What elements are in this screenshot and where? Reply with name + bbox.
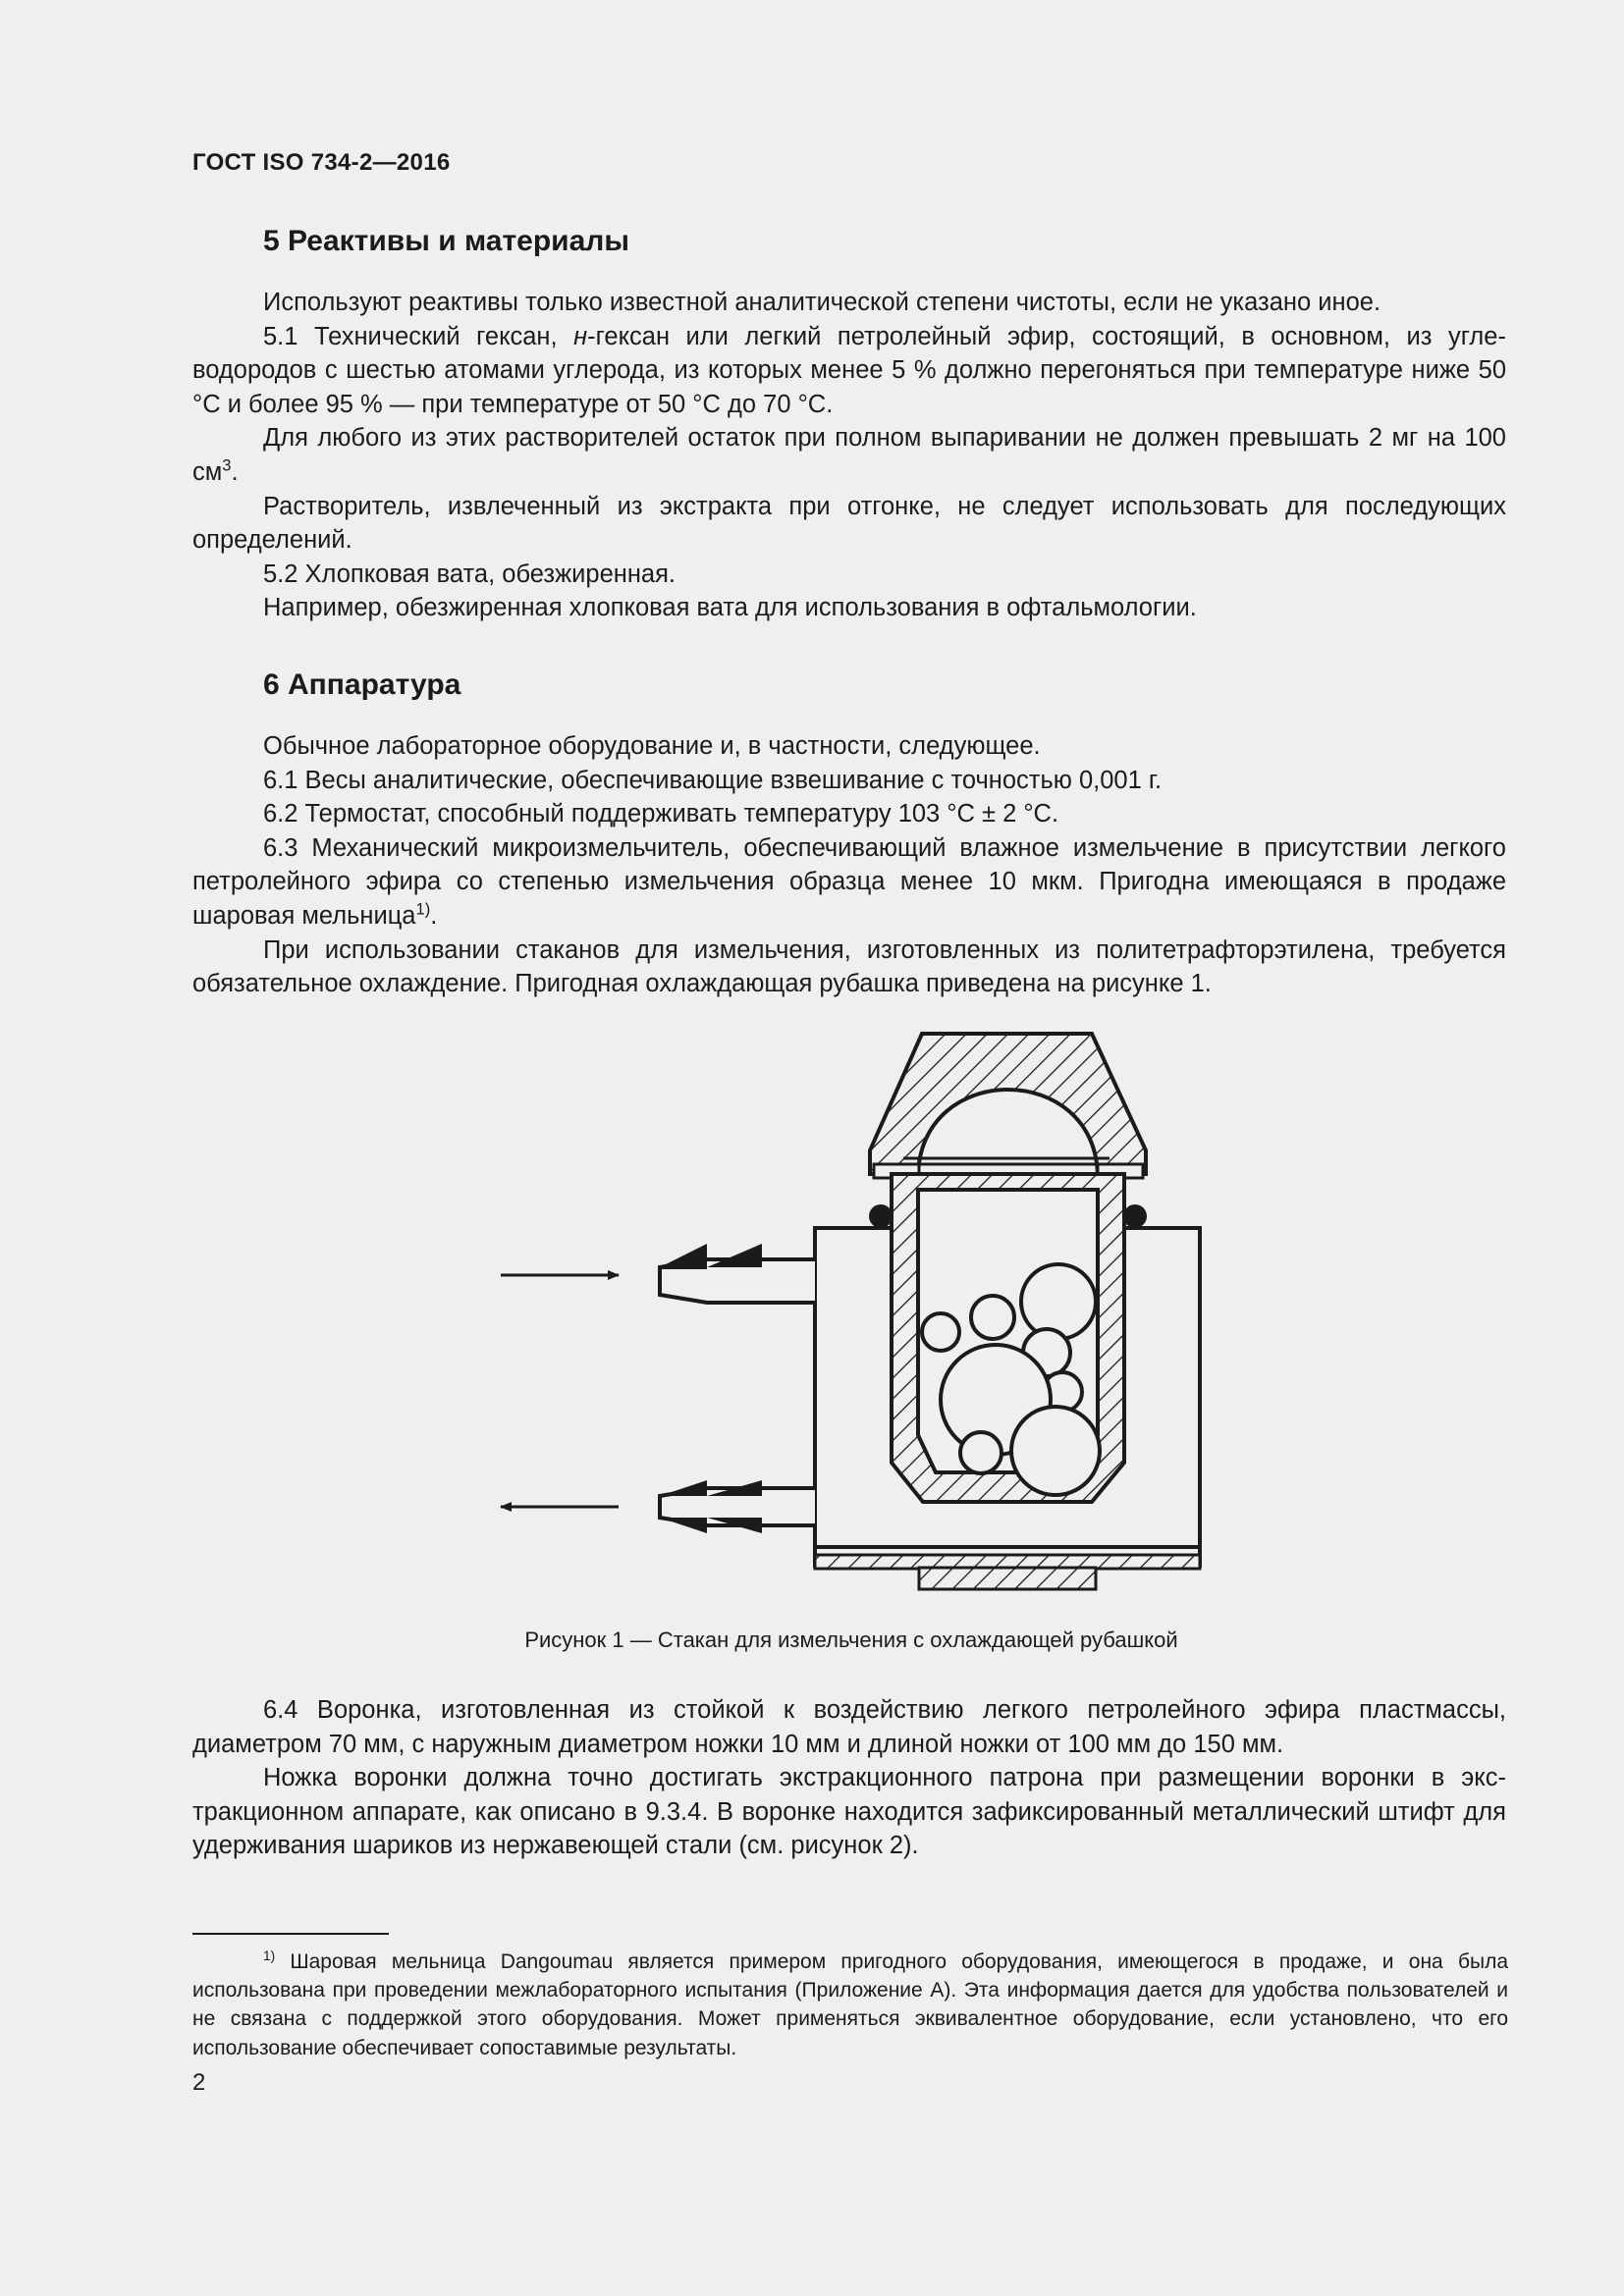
jacket-foot bbox=[919, 1568, 1096, 1589]
section-5-title: 5 Реактивы и материалы bbox=[263, 225, 629, 257]
outlet-nozzle bbox=[660, 1480, 815, 1533]
footnote bbox=[192, 1948, 1508, 2062]
section-6-intro: Обычное лабораторное оборудование и, в частности, следующее. bbox=[263, 732, 1041, 760]
page-number: 2 bbox=[192, 2069, 206, 2096]
clause-6-4: 6.4 Воронка, изготовленная из стойкой к воздействию легкого петролейного эфира пластмассы, диаметром 70 мм, с наружным диаметром ножки 10 мм и длиной ножки от 100 мм до 150 мм. bbox=[192, 1696, 1506, 1758]
solvent-paragraph: Растворитель, извлеченный из экстракта при отгонке, не следует использовать для последующих определений. bbox=[192, 492, 1506, 555]
clause-6-2: 6.2 Термостат, способный поддерживать температуру 103 °С ± 2 °С. bbox=[263, 800, 1059, 828]
cooling-paragraph: При использовании стаканов для измельчения, изготовленных из политетрафторэтилена, требуется обязательное охлаждение. Пригодная охлаждающая рубашка приведена на рисунке 1. bbox=[192, 935, 1506, 998]
footnote-marker: 1) bbox=[263, 1949, 276, 1963]
footnote-separator bbox=[192, 1933, 389, 1935]
document-header: ГОСТ ISO 734-2—2016 bbox=[192, 149, 451, 176]
figure-1-caption: Рисунок 1 — Стакан для измельчения с охлаждающей рубашкой bbox=[524, 1628, 1178, 1652]
clause-5-1: 5.1 Технический гексан, н-гексан или легкий петролейный эфир, состоящий, в основном, из углеводородов с шестью атомами углерода, из которых менее 5 % должно перегоняться при температуре ниже 50 °С и более 95 % — при температуре от 50 °С до 70 °С. bbox=[192, 322, 1506, 418]
clause-6-1: 6.1 Весы аналитические, обеспечивающие взвешивание с точностью 0,001 г. bbox=[263, 766, 1163, 794]
inlet-nozzle bbox=[660, 1244, 815, 1303]
residue-paragraph: Для любого из этих растворителей остаток при полном выпаривании не должен превышать 2 мг на 100 $см^3$. bbox=[192, 424, 1506, 486]
seal-ring-left bbox=[869, 1204, 893, 1228]
section-6-title: 6 Аппаратура bbox=[263, 668, 461, 701]
clause-6-3: 6.3 Механический микроизмельчитель, обеспечивающий влажное измельчение в присутствии легкого петролейного эфира со степенью измельчения образца менее 10 мкм. Пригодна имеющаяся в продаже шаровая мельница$^{1)}$. bbox=[192, 833, 1506, 930]
example-paragraph: Например, обезжиренная хлопковая вата для использования в офтальмологии. bbox=[263, 594, 1197, 622]
funnel-stem-paragraph: Ножка воронки должна точно достигать экстракционного патрона при размещении воронки в экстракционном аппарате, как описано в 9.3.4. В воронке находится зафиксированный металлический штифт для удерживания шариков из нержавеющей стали (см. рисунок 2). bbox=[192, 1764, 1506, 1860]
superscript-3: 3 bbox=[222, 455, 232, 475]
clause-5-2: 5.2 Хлопковая вата, обезжиренная. bbox=[263, 560, 677, 588]
section-5-intro: Используют реактивы только известной аналитической степени чистоты, если не указано иное. bbox=[263, 289, 1381, 316]
seal-ring-right bbox=[1123, 1204, 1147, 1228]
clause-5-1-italic: н bbox=[573, 322, 588, 350]
footnote-ref[interactable]: 1) bbox=[415, 899, 431, 919]
footnote-text: Шаровая мельница Dangoumau является примером пригодного оборудования, имеющегося в продаже, и она была использована при проведении межлабораторного испытания (Приложение А). Эта информация дается для удобства пользователей и не связана с поддержкой этого оборудования. Может применяться эквивалентное оборудование, если установлено, что его использование обеспечивает сопоставимые результаты. bbox=[192, 1950, 1508, 2059]
section-6-continued bbox=[192, 1693, 1506, 1863]
